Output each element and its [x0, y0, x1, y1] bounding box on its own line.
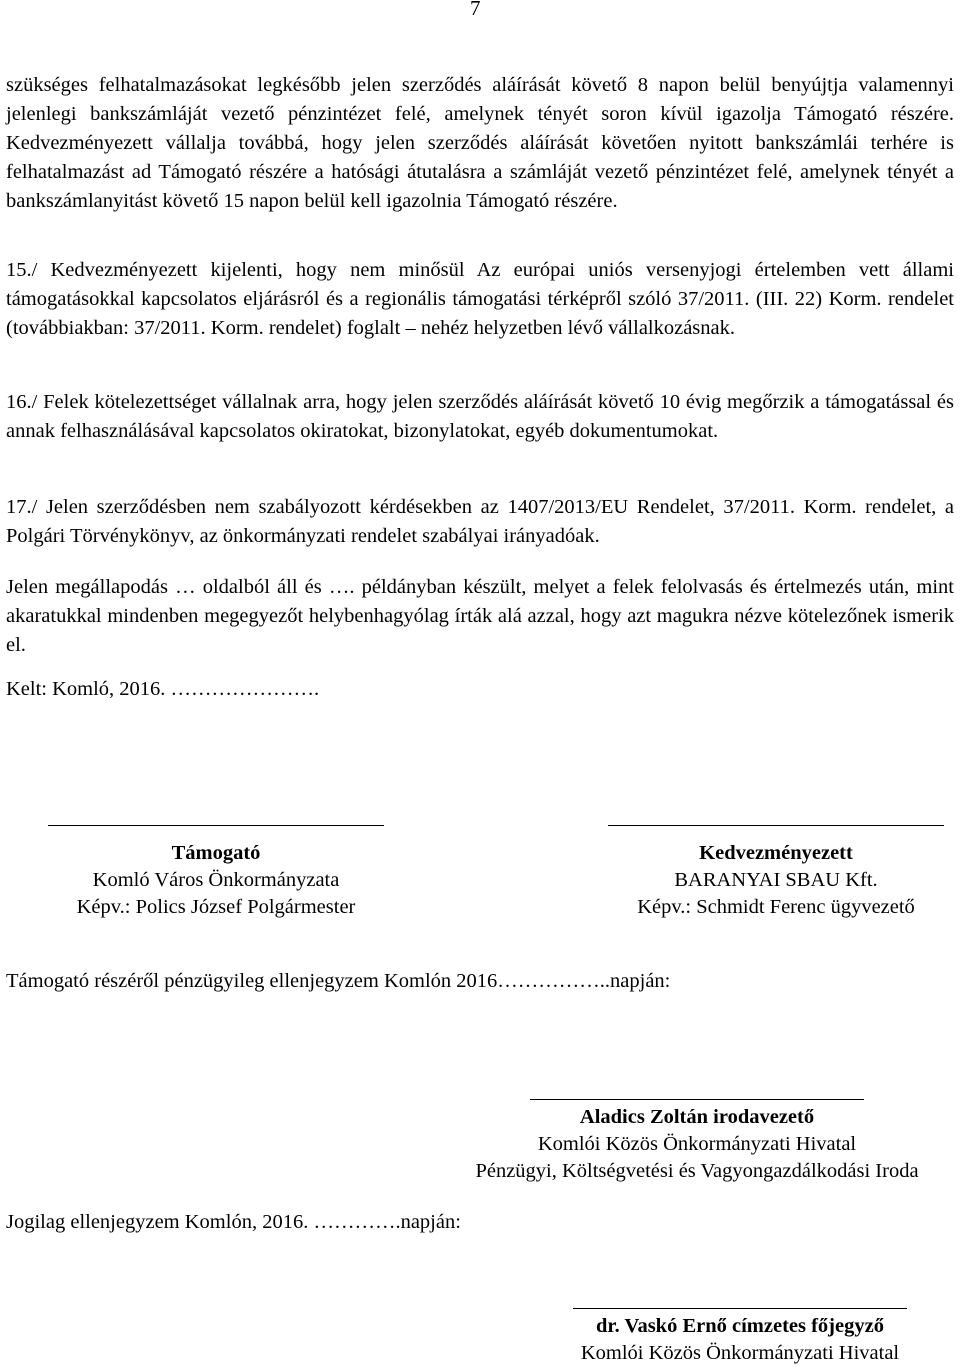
signature-representative: Képv.: Schmidt Ferenc ügyvezető — [637, 896, 915, 918]
signature-role: Támogató — [171, 842, 261, 864]
signature-dept: Pénzügyi, Költségvetési és Vagyongazdálkodási Iroda — [475, 1160, 919, 1182]
signature-block-beneficiary — [596, 825, 956, 921]
signature-representative: Képv.: Polics József Polgármester — [76, 896, 356, 918]
signature-line — [530, 1099, 864, 1100]
paragraph-17: 17./ Jelen szerződésben nem szabályozott kérdésekben az 1407/2013/EU Rendelet, 37/2011. Korm. rendelet, a Polgári Törvénykönyv, az önkormányzati rendelet szabályai irányadóak. — [6, 496, 954, 547]
date-line: Kelt: Komló, 2016. …………………. — [6, 678, 320, 700]
signature-line — [48, 825, 384, 826]
signature-block-legal — [540, 1308, 940, 1367]
signature-org: Komló Város Önkormányzata — [92, 869, 340, 891]
signature-line — [608, 825, 944, 826]
agreement-paragraph: Jelen megállapodás … oldalból áll és …. példányban készült, melyet a felek felolvasás és értelmezés után, mint akaratukkal mindenben megegyezőt helybenhagyólag írták alá azzal, hogy azt magukra nézve kötelezőnek ismerik el. — [6, 576, 954, 656]
signature-org: BARANYAI SBAU Kft. — [674, 869, 878, 891]
signature-org: Komlói Közös Önkormányzati Hivatal — [537, 1133, 857, 1155]
signature-org: Komlói Közös Önkormányzati Hivatal — [580, 1342, 900, 1364]
paragraph-15: 15./ Kedvezményezett kijelenti, hogy nem minősül Az európai uniós versenyjogi értelemben vett állami támogatásokkal kapcsolatos eljárásról és a regionális támogatási térképről szóló 37/2011. (III. 22) Korm. rendelet (továbbiakban: 37/2011. Korm. rendelet) foglalt – nehéz helyzetben lévő vállalkozásnak. — [6, 259, 954, 339]
signature-role: Kedvezményezett — [699, 842, 853, 864]
paragraph-14-continuation: szükséges felhatalmazásokat legkésőbb jelen szerződés aláírását követő 8 napon belül benyújtja valamennyi jelenlegi bankszámláját vezető pénzintézet felé, amelynek tényét soron kívül igazolja Támogató részére. Kedvezményezett vállalja továbbá, hogy jelen szerződés aláírását követően nyitott bankszámlái terhére is felhatalmazást ad Támogató részére a hatósági átutalásra a számláját vezető pénzintézet felé, amelynek tényét a bankszámlanyitást követő 15 napon belül kell igazolnia Támogató részére. — [6, 74, 954, 212]
signature-line — [573, 1308, 907, 1309]
signature-name: Aladics Zoltán irodavezető — [579, 1106, 815, 1128]
page-number: 7 — [470, 0, 481, 20]
signature-block-financial — [440, 1099, 954, 1185]
financial-countersign-text: Támogató részéről pénzügyileg ellenjegyzem Komlón 2016……………..napján: — [6, 970, 671, 992]
paragraph-16: 16./ Felek kötelezettséget vállalnak arra, hogy jelen szerződés aláírását követő 10 évig megőrzik a támogatással és annak felhasználásával kapcsolatos okiratokat, bizonylatokat, egyéb dokumentumokat. — [6, 391, 954, 442]
legal-countersign-text: Jogilag ellenjegyzem Komlón, 2016. ………….napján: — [6, 1211, 461, 1233]
signature-block-supporter — [36, 825, 396, 921]
signature-name: dr. Vaskó Ernő címzetes főjegyző — [596, 1315, 884, 1337]
